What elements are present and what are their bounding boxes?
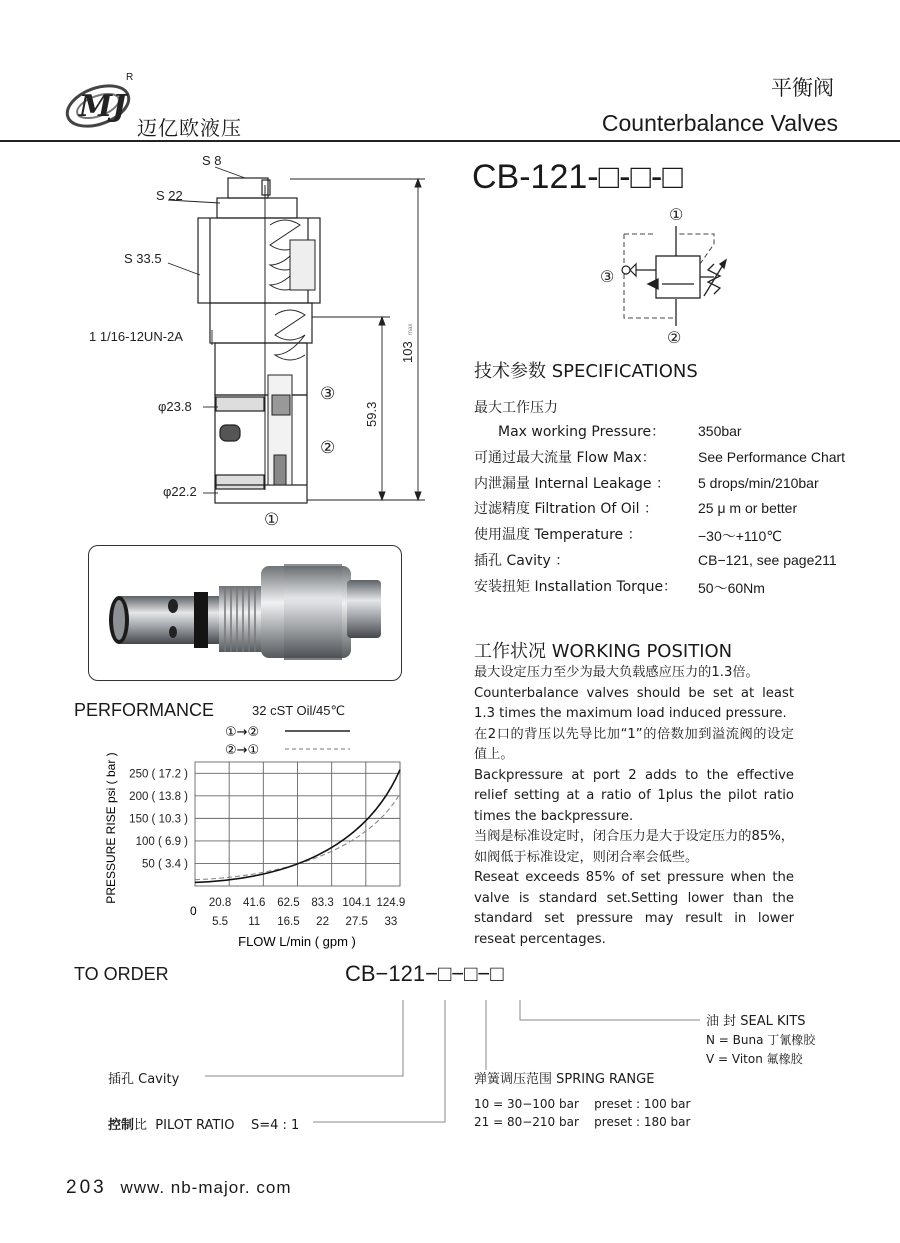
spring-option-10: 10 = 30−100 bar preset : 100 bar [474,1097,691,1111]
title-chinese: 平衡阀 [771,76,834,100]
seal-kit-viton: V = Viton 氟橡胶 [706,1052,803,1066]
valve-section-drawing [60,145,460,530]
specifications-heading: 技术参数 SPECIFICATIONS [474,361,698,382]
legend-dashed-label: ②→① [225,743,260,758]
header-divider [0,140,900,142]
x-tick-gpm: 22 [316,916,329,928]
working-position-body [474,663,794,950]
y-tick-label: 200 ( 13.8 ) [129,790,188,803]
title-english: Counterbalance Valves [601,110,838,136]
spec-value-temperature: −30～+110℃ [698,528,782,544]
spec-label-max-pressure-cn: 最大工作压力 [474,400,558,416]
spec-label-cavity: 插孔 Cavity ： [474,553,570,569]
label-s8: S 8 [202,153,222,168]
valve-photo-illustration [89,546,401,680]
working-paragraph: Counterbalance valves should be set at least 1.3 times the maximum load induced pressure. [474,685,794,721]
x-tick-lpm: 62.5 [277,897,300,909]
hydraulic-symbol [596,204,746,346]
page-number: 203 [66,1177,107,1198]
website-url: www. nb-major. com [120,1178,292,1197]
x-tick-lpm: 104.1 [342,897,372,909]
dim-103: 103 [400,341,415,363]
dim-103-max: max [408,323,414,335]
spec-value-max-pressure: 350bar [698,423,742,439]
performance-chart [70,720,450,955]
spec-value-flow: See Performance Chart [698,449,846,465]
port-2-label: ② [320,438,336,457]
x-axis-title: FLOW L/min ( gpm ) [238,934,356,949]
spring-range-title: 弹簧调压范围 SPRING RANGE [474,1072,655,1087]
product-photo [88,545,402,681]
spec-label-filtration: 过滤精度 Filtration Of Oil ： [474,501,659,517]
port-1-label: ① [264,510,280,529]
working-paragraph: Reseat exceeds 85% of set pressure when the valve is standard set.Setting lower than the standard set pressure may result in lower reseat percentages. [474,870,794,947]
spec-label-flow: 可通过最大流量 Flow Max： [474,450,656,466]
y-tick-label: 100 ( 6.9 ) [135,835,188,848]
to-order-heading: TO ORDER [74,964,169,984]
origin-label: 0 [190,904,197,918]
port-3-label: ③ [320,384,336,403]
registered-mark: R [126,72,134,83]
spec-label-max-pressure: Max working Pressure： [498,424,666,440]
svg-text:MJ: MJ [79,89,127,124]
working-paragraph: 在2口的背压以先导比加“1”的倍数加到溢流阀的设定值上。 [474,726,794,762]
spec-label-temperature: 使用温度 Temperature ： [474,527,642,543]
model-number: CB-121-□-□-□ [472,158,683,196]
x-tick-lpm: 41.6 [243,897,266,909]
spec-value-filtration: 25 μ m or better [698,500,798,516]
dim-59-3: 59.3 [364,401,379,427]
label-thread: 1 1/16-12UN-2A [89,329,183,344]
x-tick-gpm: 16.5 [277,916,300,928]
company-name: 迈亿欧液压 [137,116,242,140]
legend-solid-label: ①→② [225,725,260,740]
y-tick-label: 150 ( 10.3 ) [129,813,188,826]
seal-kits-title: 油 封 SEAL KITS [706,1014,806,1029]
spec-value-leakage: 5 drops/min/210bar [698,475,819,491]
pilot-ratio-bold: 控制 [108,1118,135,1133]
working-position-heading: 工作状况 WORKING POSITION [474,641,733,662]
y-tick-label: 250 ( 17.2 ) [129,768,188,781]
y-tick-label: 50 ( 3.4 ) [141,858,188,871]
oil-condition: 32 cST Oil/45℃ [252,703,346,718]
x-tick-lpm: 83.3 [311,897,334,909]
spring-option-21: 21 = 80−210 bar preset : 180 bar [474,1115,691,1129]
x-tick-gpm: 11 [248,916,261,928]
order-model-code: CB−121−□−□−□ [345,961,504,986]
label-d222: φ22.2 [163,484,197,499]
working-paragraph: 最大设定压力至少为最大负载感应压力的1.3倍。 [474,665,759,680]
working-paragraph: Backpressure at port 2 adds to the effective relief setting at a ratio of 1plus the pilot ratio times the backpressure. [474,767,794,824]
spec-label-torque: 安装扭矩 Installation Torque： [474,579,678,595]
x-tick-gpm: 33 [384,916,398,928]
x-tick-gpm: 5.5 [212,916,229,928]
pilot-ratio-label [108,1114,299,1133]
spec-label-leakage: 内泄漏量 Internal Leakage ： [474,476,670,492]
x-tick-lpm: 124.9 [376,897,406,909]
pilot-ratio-rest: 比 PILOT RATIO S=4 : 1 [134,1118,300,1133]
spec-value-torque: 50～60Nm [698,580,765,596]
x-tick-gpm: 27.5 [345,916,368,928]
performance-heading: PERFORMANCE [74,700,215,720]
x-tick-lpm: 20.8 [208,897,232,909]
label-d238: φ23.8 [158,399,192,414]
symbol-port-3: ③ [600,269,615,286]
working-paragraph: 当阀是标准设定时，闭合压力是大于设定压力的85%，如阀低于标准设定，则闭合率会低些。 [474,829,794,865]
label-s22: S 22 [156,188,183,203]
footer [66,1177,291,1199]
label-s335: S 33.5 [124,251,162,266]
spec-value-cavity: CB−121, see page211 [698,552,837,568]
symbol-port-2: ② [667,330,682,346]
seal-kit-buna: N = Buna 丁氰橡胶 [706,1033,816,1047]
y-axis-title: PRESSURE RISE psi ( bar ) [104,752,118,904]
cavity-label: 插孔 Cavity [108,1072,180,1087]
symbol-port-1: ① [669,207,684,224]
